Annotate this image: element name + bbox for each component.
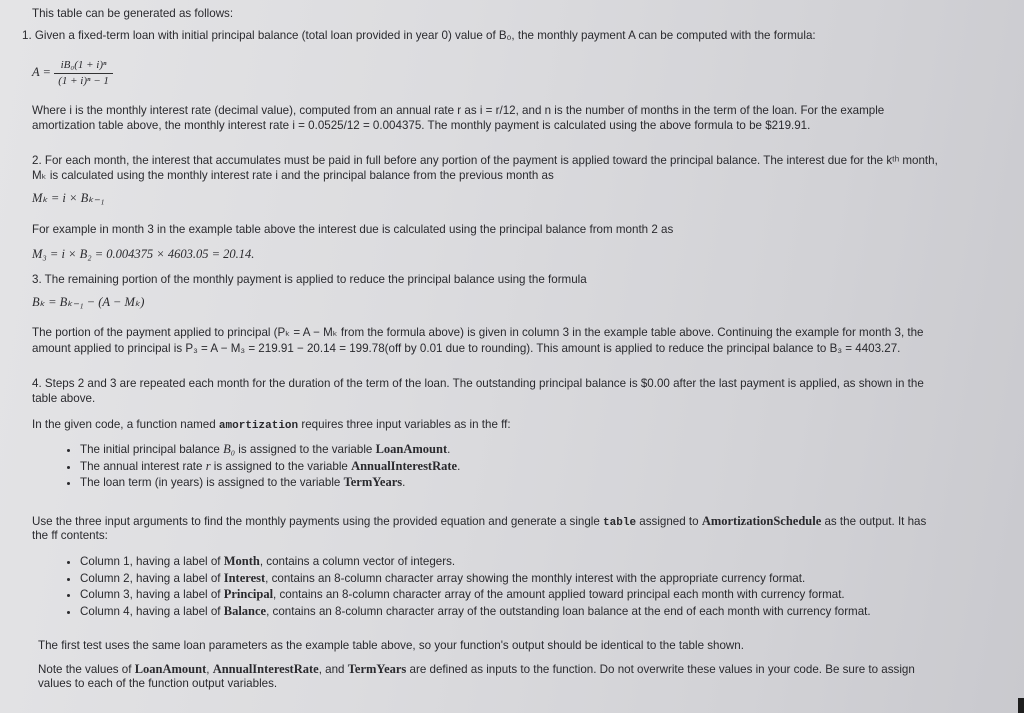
- payment-formula-numerator: iB₀(1 + i)ⁿ: [54, 58, 113, 74]
- bullet-symbol: r: [205, 458, 211, 473]
- list-item: [80, 458, 1024, 475]
- payment-formula-fraction: [54, 58, 113, 88]
- final-note-pre: Note the values of: [38, 663, 135, 676]
- payment-formula-denominator: (1 + i)ⁿ − 1: [58, 74, 109, 87]
- list-item: [80, 603, 1024, 620]
- list-item: [80, 553, 1024, 570]
- bullet-text: , contains an 8-column character array of the amount applied toward principal each month with currency format.: [273, 588, 845, 601]
- variable-name: AnnualInterestRate: [351, 458, 458, 473]
- bullet-text: Column 2, having a label of: [80, 571, 224, 585]
- step-4-text-line-1: 4. Steps 2 and 3 are repeated each month for the duration of the term of the loan. The outstanding principal balance is $0.00 after the last payment is applied, as shown in the: [32, 377, 924, 390]
- payment-formula-lhs: A =: [32, 65, 51, 80]
- column-label: Month: [223, 554, 260, 568]
- list-item: [80, 474, 1024, 491]
- step-2-text-line-2: Mₖ is calculated using the monthly interest rate i and the principal balance from the previous month as: [32, 169, 554, 182]
- column-label: Principal: [223, 587, 274, 601]
- column-label: Interest: [223, 570, 266, 585]
- inputs-list: [32, 441, 1024, 491]
- variable-name: AmortizationSchedule: [701, 514, 822, 528]
- variable-name: TermYears: [347, 662, 407, 676]
- bullet-text: Column 4, having a label of: [80, 604, 224, 618]
- variable-name: LoanAmount: [134, 662, 207, 676]
- variable-name: TermYears: [343, 475, 403, 489]
- bullet-text: .: [402, 476, 406, 489]
- bullet-text: .: [447, 443, 451, 456]
- bullet-text: The loan term (in years) is assigned to the variable: [80, 476, 344, 489]
- step-3-detail-line-1: The portion of the payment applied to principal (Pₖ = A − Mₖ from the formula above) is given in column 3 in the example table above. Continuing the example for month 3, the: [32, 326, 924, 339]
- output-lead-post: as the output. It has: [821, 515, 927, 528]
- bullet-symbol: B₀: [223, 442, 236, 456]
- output-lead-line-2: the ff contents:: [32, 529, 108, 542]
- variable-name: AnnualInterestRate: [212, 662, 319, 676]
- inputs-lead-post: requires three input variables as in the ff:: [298, 418, 511, 431]
- balance-formula: Bₖ = Bₖ₋₁ − (A − Mₖ): [32, 295, 145, 309]
- test-note: The first test uses the same loan parameters as the example table above, so your function's output should be identical to the table shown.: [38, 639, 744, 652]
- bullet-text: , contains a column vector of integers.: [259, 555, 456, 568]
- step-3-detail-line-2: amount applied to principal is P₃ = A − M₃ = 219.91 − 20.14 = 199.78(off by 0.01 due to rounding). This amount is applied to reduce the principal balance to B₃ = 4403.27.: [32, 342, 901, 355]
- bullet-text: , contains an 8-column character array showing the monthly interest with the appropriate currency format.: [265, 571, 806, 585]
- table-keyword: table: [603, 517, 637, 529]
- inputs-lead: [32, 417, 982, 434]
- bullet-text: is assigned to the variable: [235, 443, 376, 456]
- column-label: Balance: [223, 603, 267, 618]
- payment-formula: [32, 58, 982, 88]
- bullet-text: The initial principal balance: [80, 443, 224, 456]
- list-item: [80, 586, 1024, 603]
- bullet-text: is assigned to the variable: [210, 459, 352, 473]
- variable-name: LoanAmount: [375, 442, 448, 456]
- inputs-lead-pre: In the given code, a function named: [32, 418, 219, 431]
- step-4-text-line-2: table above.: [32, 392, 96, 405]
- where-text-line-1: Where i is the monthly interest rate (decimal value), computed from an annual rate r as i = r/12, and n is the number of months in the term of the loan. For the example: [32, 104, 885, 117]
- bullet-text: Column 1, having a label of: [80, 555, 224, 568]
- where-text-line-2: amortization table above, the monthly interest rate i = 0.0525/12 = 0.004375. The monthly payment is calculated using the above formula to be $219.91.: [32, 119, 811, 132]
- step-2-text-line-1: 2. For each month, the interest that accumulates must be paid in full before any portion of the payment is applied toward the principal balance. The interest due for the kᵗʰ month,: [32, 154, 938, 167]
- intro-text: This table can be generated as follows:: [32, 7, 234, 20]
- step-1-text: 1. Given a fixed-term loan with initial principal balance (total loan provided in year 0) value of B₀, the monthly payment A can be computed with the formula:: [22, 29, 816, 42]
- step-3-text: 3. The remaining portion of the monthly payment is applied to reduce the principal balance using the formula: [32, 273, 587, 286]
- list-item: [80, 570, 1024, 587]
- output-lead-pre: Use the three input arguments to find the monthly payments using the provided equation and generate a single: [32, 515, 604, 528]
- interest-example-formula: M₃ = i × B₂ = 0.004375 × 4603.05 = 20.14.: [32, 247, 255, 261]
- list-item: [80, 441, 1024, 458]
- bullet-text: , contains an 8-column character array of the outstanding loan balance at the end of each month with currency format.: [266, 604, 871, 618]
- final-note-line-2: values to each of the function output variables.: [38, 677, 278, 690]
- final-note-sep: , and: [318, 663, 348, 676]
- bullet-text: .: [457, 459, 461, 473]
- screen-edge-marker: [1018, 698, 1024, 713]
- step-2-example-text: For example in month 3 in the example table above the interest due is calculated using the principal balance from month 2 as: [32, 223, 674, 236]
- final-note-sep: ,: [206, 663, 213, 676]
- output-columns-list: [32, 553, 1024, 619]
- interest-formula: Mₖ = i × Bₖ₋₁: [32, 191, 105, 205]
- final-note-post: are defined as inputs to the function. Do not overwrite these values in your code. Be sure to assign: [406, 663, 915, 676]
- function-name: amortization: [218, 420, 299, 432]
- bullet-text: The annual interest rate: [80, 459, 206, 473]
- output-lead-mid: assigned to: [636, 515, 702, 528]
- bullet-text: Column 3, having a label of: [80, 588, 224, 601]
